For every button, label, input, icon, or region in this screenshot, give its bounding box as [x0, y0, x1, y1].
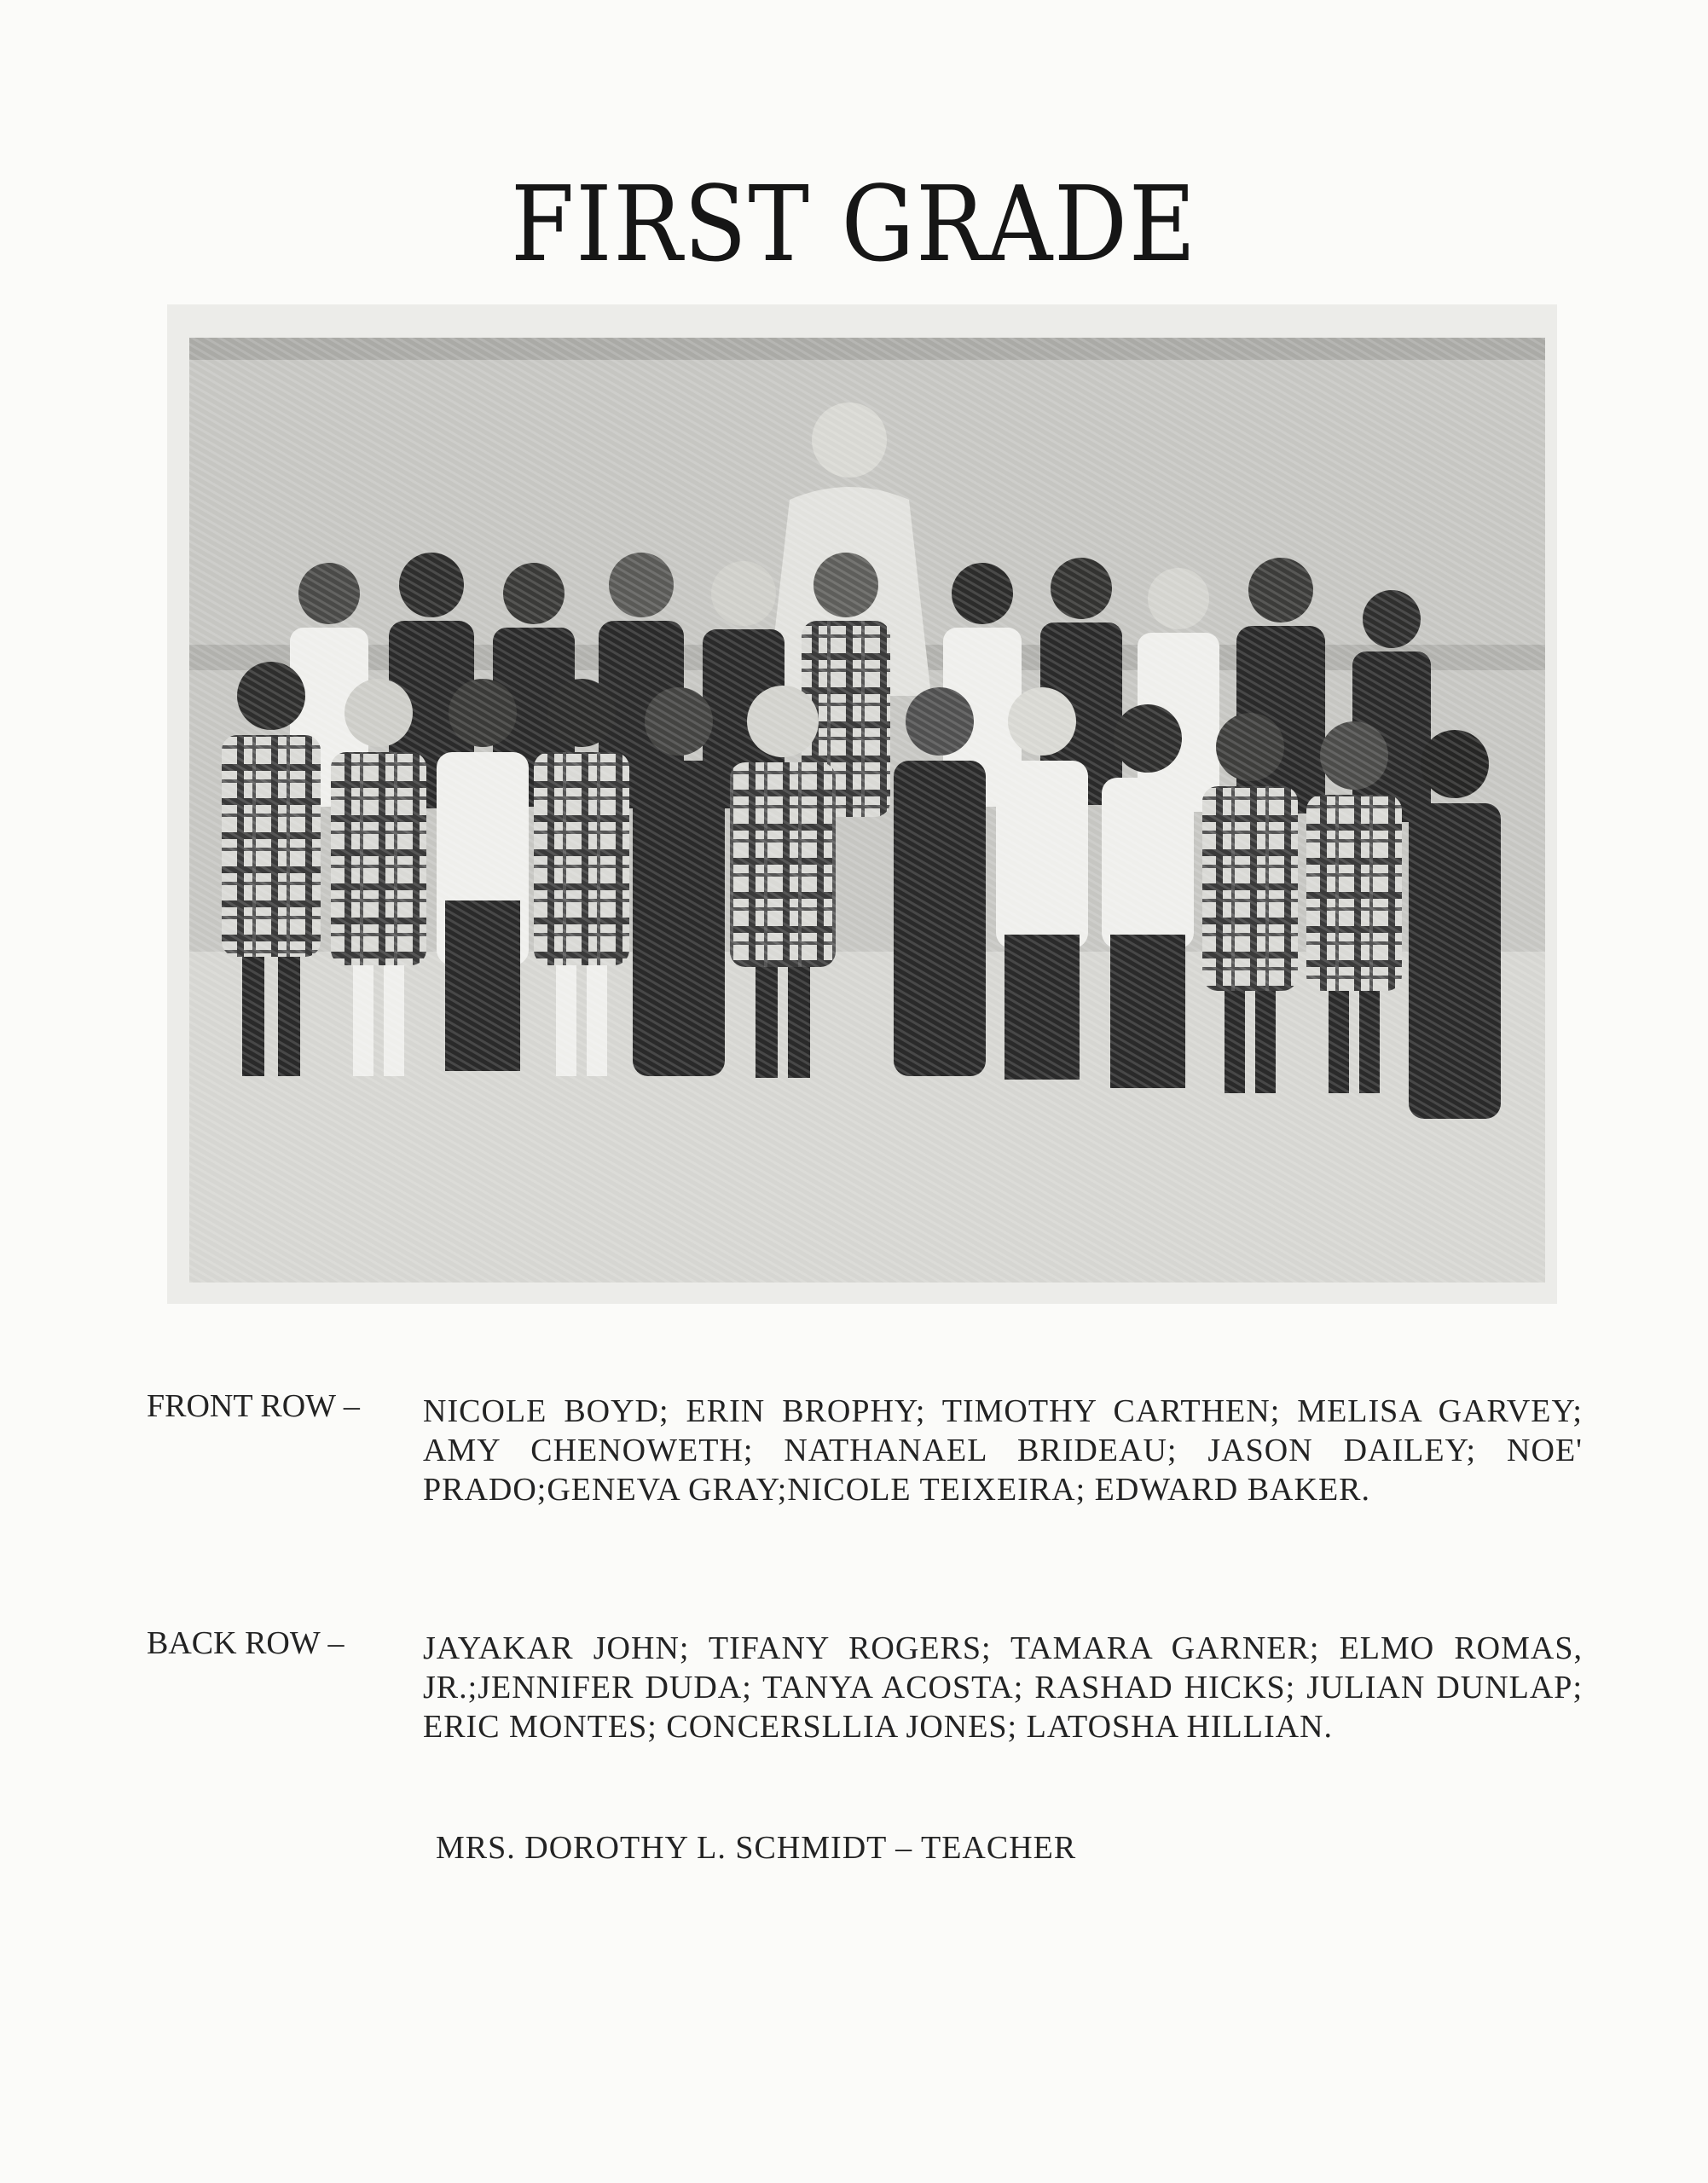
page-title: FIRST GRADE [511, 164, 1197, 285]
front-row-names: NICOLE BOYD; ERIN BROPHY; TIMOTHY CARTHEN; MELISA GARVEY; AMY CHENOWETH; NATHANAEL BRIDEAU; JASON DAILEY; NOE' PRADO;GENEVA GRAY;NICOLE TEIXEIRA; EDWARD BAKER. [423, 1393, 1583, 1508]
back-row-names: JAYAKAR JOHN; TIFANY ROGERS; TAMARA GARNER; ELMO ROMAS, JR.;JENNIFER DUDA; TANYA ACOSTA; RASHAD HICKS; JULIAN DUNLAP; ERIC MONTES; CONCERSLLIA JONES; LATOSHA HILLIAN. [423, 1630, 1583, 1745]
teacher-caption: MRS. DOROTHY L. SCHMIDT – TEACHER [436, 1830, 1077, 1866]
class-photo [189, 338, 1545, 1283]
front-row-label: FRONT ROW – [147, 1388, 360, 1424]
class-photo-image [189, 338, 1545, 1283]
back-row-label: BACK ROW – [147, 1625, 344, 1661]
